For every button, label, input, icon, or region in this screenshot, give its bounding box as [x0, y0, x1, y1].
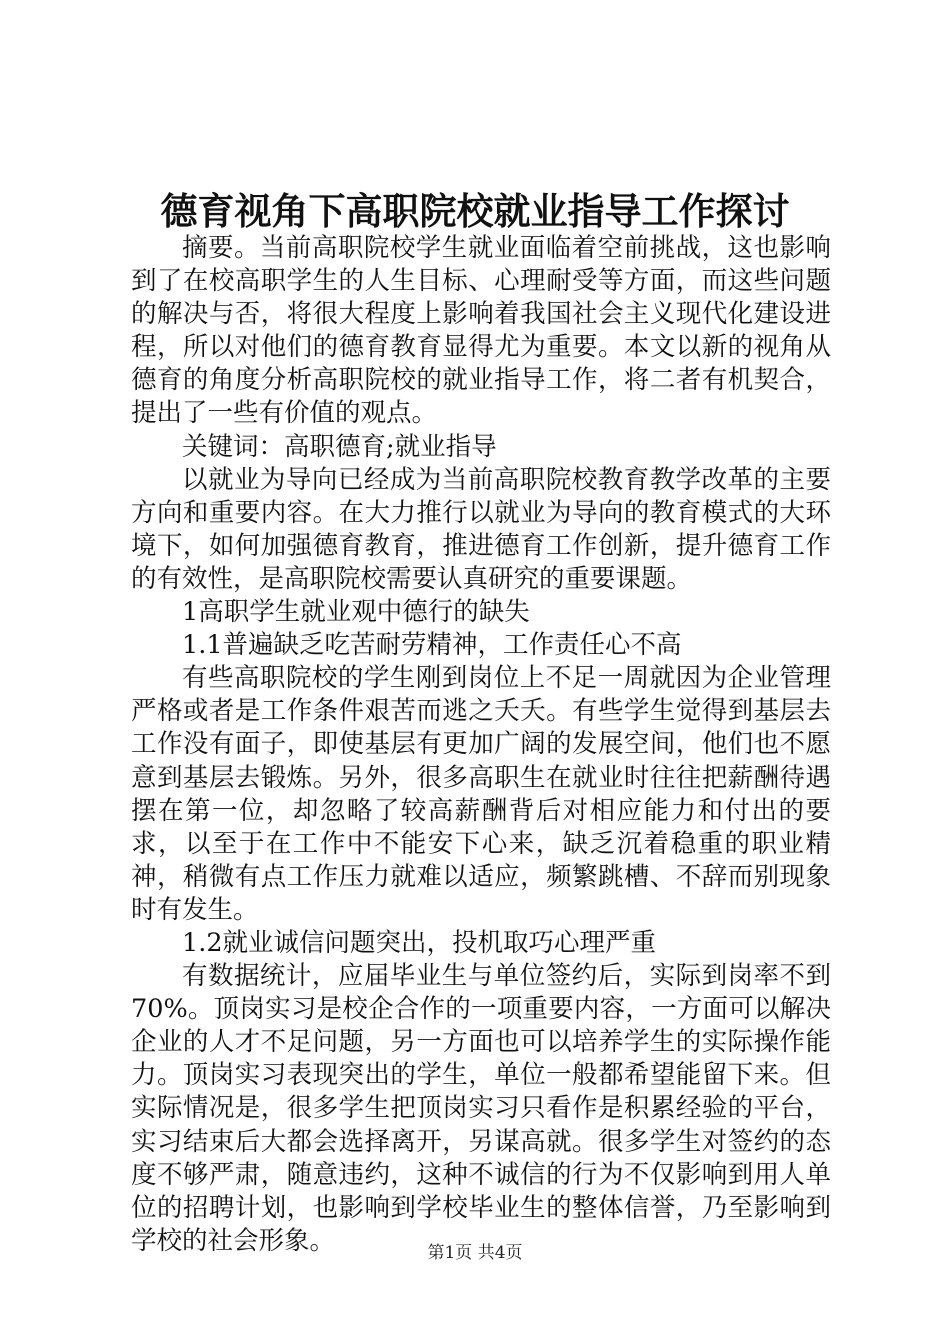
subsection-heading-1-2: 1.2就业诚信问题突出，投机取巧心理严重	[182, 927, 657, 958]
page-footer: 第1页 共4页	[427, 1243, 523, 1263]
document-title: 德育视角下高职院校就业指导工作探讨	[160, 189, 790, 233]
section-heading-1: 1高职学生就业观中德行的缺失	[182, 597, 530, 628]
subsection-heading-1-1: 1.1普遍缺乏吃苦耐劳精神，工作责任心不高	[182, 630, 682, 661]
intro-paragraph: 以就业为导向已经成为当前高职院校教育教学改革的主要方向和重要内容。在大力推行以就业为导向的教育模式的大环境下，如何加强德育教育，推进德育工作创新，提升德育工作的有效性，是高职院校需要认真研究的重要课题。	[131, 464, 831, 594]
abstract-paragraph: 摘要。当前高职院校学生就业面临着空前挑战，这也影响到了在校高职学生的人生目标、心理耐受等方面，而这些问题的解决与否，将很大程度上影响着我国社会主义现代化建设进程，所以对他们的德育教育显得尤为重要。本文以新的视角从德育的角度分析高职院校的就业指导工作，将二者有机契合，提出了一些有价值的观点。	[131, 233, 831, 429]
keywords-paragraph: 关键词：高职德育;就业指导	[182, 431, 497, 462]
document-body	[131, 232, 831, 1258]
body-paragraph-1-1: 有些高职院校的学生刚到岗位上不足一周就因为企业管理严格或者是工作条件艰苦而逃之夭夭。有些学生觉得到基层去工作没有面子，即使基层有更加广阔的发展空间，他们也不愿意到基层去锻炼。另外，很多高职生在就业时往往把薪酬待遇摆在第一位，却忽略了较高薪酬背后对相应能力和付出的要求，以至于在工作中不能安下心来，缺乏沉着稳重的职业精神，稍微有点工作压力就难以适应，频繁跳槽、不辞而别现象时有发生。	[131, 663, 831, 925]
body-paragraph-1-2: 有数据统计，应届毕业生与单位签约后，实际到岗率不到70%。顶岗实习是校企合作的一项重要内容，一方面可以解决企业的人才不足问题，另一方面也可以培养学生的实际操作能力。顶岗实习表现突出的学生，单位一般都希望能留下来。但实际情况是，很多学生把顶岗实习只看作是积累经验的平台，实习结束后大都会选择离开，另谋高就。很多学生对签约的态度不够严肃，随意违约，这种不诚信的行为不仅影响到用人单位的招聘计划，也影响到学校毕业生的整体信誉，乃至影响到学校的社会形象。	[131, 961, 831, 1256]
